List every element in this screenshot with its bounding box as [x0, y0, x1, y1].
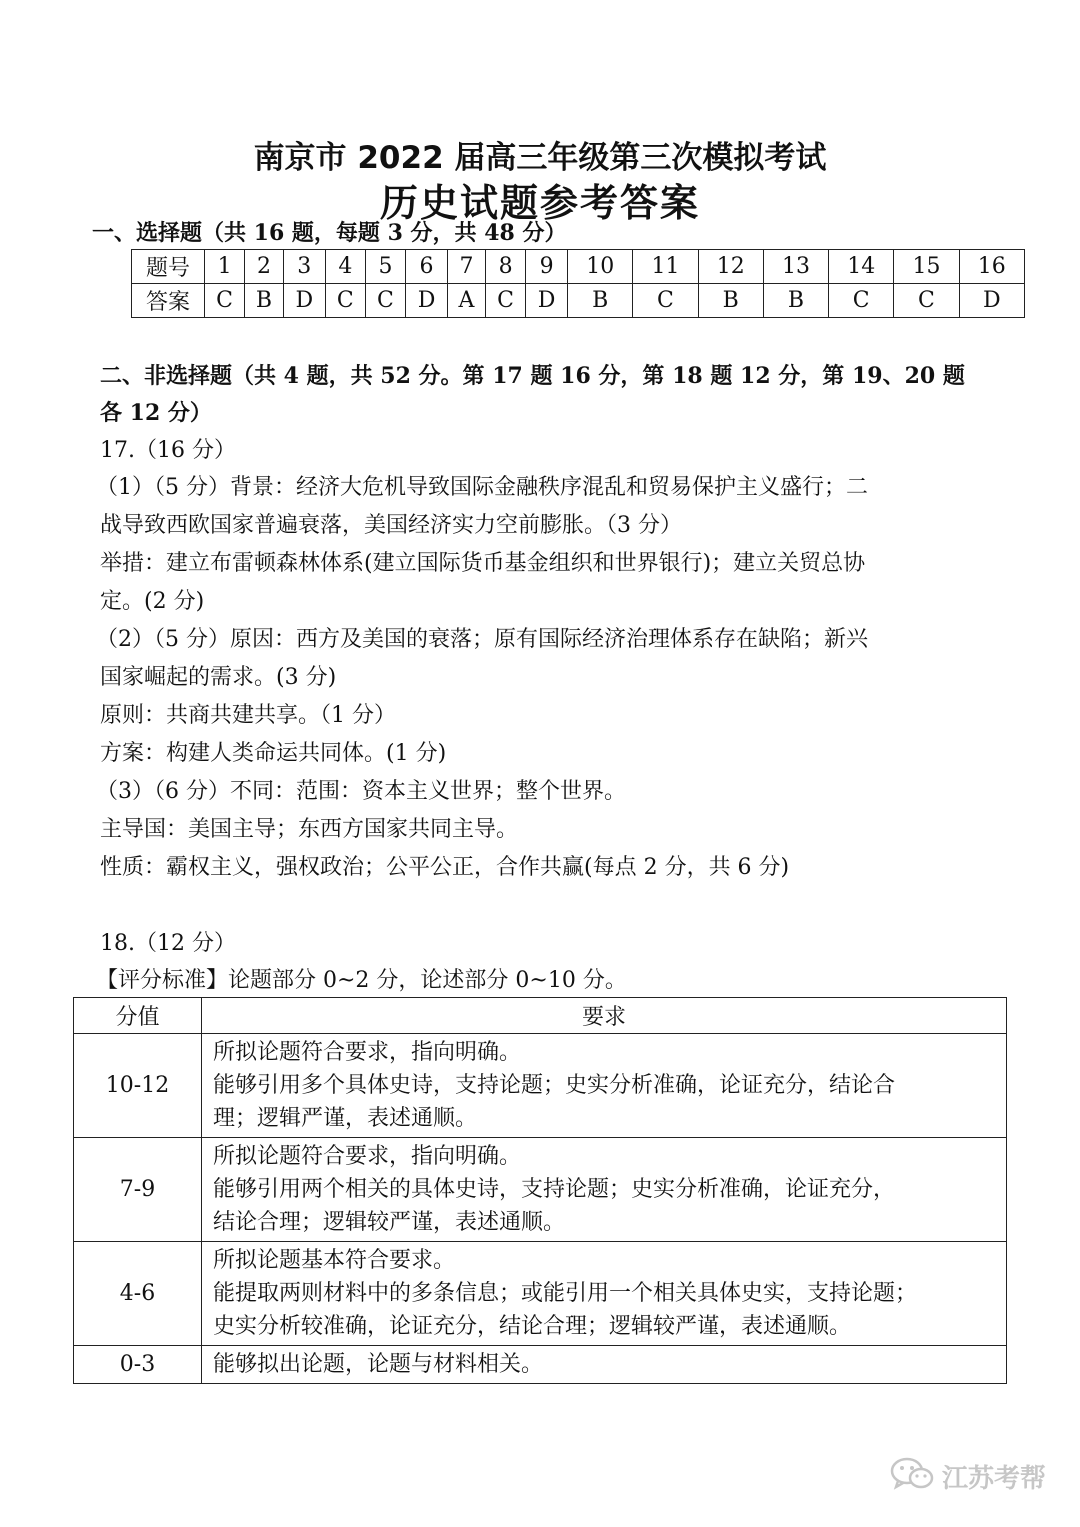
rubric-row — [74, 1346, 1007, 1384]
rubric-line: 所拟论题符合要求，指向明确。 — [213, 1144, 522, 1169]
answer-cell: C — [205, 284, 245, 318]
rubric-score: 0-3 — [74, 1346, 202, 1384]
question-number: 3 — [283, 250, 325, 284]
rubric-row — [74, 1034, 1007, 1138]
q17-line: 原则：共商共建共享。（1 分） — [100, 703, 396, 728]
q17-title: 17.（16 分） — [100, 438, 236, 463]
row-label-question: 题号 — [132, 250, 205, 284]
watermark-text: 江苏考帮 — [942, 1463, 1047, 1494]
rubric-line: 能够引用两个相关的具体史诗，支持论题；史实分析准确，论证充分， — [213, 1177, 896, 1202]
q17-line: 战导致西欧国家普遍衰落，美国经济实力空前膨胀。（3 分） — [100, 513, 682, 538]
q18-criteria: 【评分标准】论题部分 0~2 分，论述部分 0~10 分。 — [96, 968, 627, 993]
answer-cell: D — [526, 284, 568, 318]
answer-cell: D — [283, 284, 325, 318]
answer-cell: B — [245, 284, 284, 318]
question-number: 8 — [485, 250, 525, 284]
rubric-line: 能提取两则材料中的多条信息；或能引用一个相关具体史实，支持论题； — [213, 1281, 918, 1306]
q17-line: （2）（5 分）原因：西方及美国的衰落；原有国际经济治理体系存在缺陷；新兴 — [96, 627, 868, 652]
q17-line: 主导国：美国主导；东西方国家共同主导。 — [100, 817, 519, 842]
q17-line: 性质：霸权主义，强权政治；公平公正，合作共赢(每点 2 分，共 6 分) — [100, 855, 790, 880]
rubric-line: 结论合理；逻辑较严谨，表述通顺。 — [213, 1210, 566, 1235]
q17-line: （3）（6 分）不同：范围：资本主义世界；整个世界。 — [96, 779, 626, 804]
answer-row — [132, 284, 1025, 318]
question-number: 12 — [698, 250, 763, 284]
title-line2: 历史试题参考答案 — [379, 181, 700, 225]
q18-title: 18.（12 分） — [100, 931, 236, 956]
answer-cell: C — [325, 284, 365, 318]
question-number: 13 — [763, 250, 828, 284]
section2-heading — [100, 358, 1000, 432]
title-line1: 南京市 2022 届高三年级第三次模拟考试 — [253, 140, 827, 176]
q17-line: （1）（5 分）背景：经济大危机导致国际金融秩序混乱和贸易保护主义盛行；二 — [96, 475, 868, 500]
rubric-requirement — [202, 1034, 1007, 1138]
rubric-score: 4-6 — [74, 1242, 202, 1346]
rubric-line: 所拟论题符合要求，指向明确。 — [213, 1040, 522, 1065]
rubric-line: 史实分析较准确，论证充分，结论合理；逻辑较严谨，表述通顺。 — [213, 1314, 852, 1339]
answer-table — [131, 249, 1025, 318]
rubric-line: 所拟论题基本符合要求。 — [213, 1248, 456, 1273]
answer-cell: C — [633, 284, 698, 318]
rubric-line: 理；逻辑严谨，表述通顺。 — [213, 1106, 478, 1131]
answer-cell: D — [406, 284, 448, 318]
answer-cell: B — [698, 284, 763, 318]
question-number: 10 — [568, 250, 633, 284]
rubric-row — [74, 1138, 1007, 1242]
answer-cell: C — [365, 284, 405, 318]
question-number: 6 — [406, 250, 448, 284]
rubric-table — [73, 997, 1007, 1384]
rubric-line: 能够引用多个具体史诗，支持论题；史实分析准确，论证充分，结论合 — [213, 1073, 896, 1098]
question-number: 2 — [245, 250, 284, 284]
answer-cell: A — [447, 284, 485, 318]
rubric-requirement — [202, 1138, 1007, 1242]
rubric-line: 能够拟出论题，论题与材料相关。 — [213, 1352, 544, 1377]
question-number: 11 — [633, 250, 698, 284]
q17-line: 方案：构建人类命运共同体。(1 分) — [100, 741, 447, 766]
question-number: 7 — [447, 250, 485, 284]
question-number: 14 — [829, 250, 894, 284]
answer-cell: C — [894, 284, 959, 318]
wechat-icon — [890, 1456, 934, 1496]
answer-cell: C — [485, 284, 525, 318]
rubric-header-requirement: 要求 — [202, 998, 1007, 1034]
answer-cell: C — [829, 284, 894, 318]
q17-line: 举措：建立布雷顿森林体系(建立国际货币基金组织和世界银行)；建立关贸总协 — [100, 551, 866, 576]
section2-heading-line: 各 12 分） — [100, 400, 212, 426]
rubric-requirement — [202, 1242, 1007, 1346]
answer-cell: B — [568, 284, 633, 318]
rubric-score: 10-12 — [74, 1034, 202, 1138]
rubric-row — [74, 1242, 1007, 1346]
question-number: 16 — [959, 250, 1024, 284]
rubric-requirement — [202, 1346, 1007, 1384]
row-label-answer: 答案 — [132, 284, 205, 318]
q17-line: 定。(2 分) — [100, 589, 205, 614]
question-number: 15 — [894, 250, 959, 284]
question-number: 9 — [526, 250, 568, 284]
question-number: 5 — [365, 250, 405, 284]
rubric-score: 7-9 — [74, 1138, 202, 1242]
rubric-header-row — [74, 998, 1007, 1034]
watermark-logo — [890, 1456, 1046, 1496]
answer-cell: B — [763, 284, 828, 318]
question-number: 1 — [205, 250, 245, 284]
answer-cell: D — [959, 284, 1024, 318]
section2-heading-line: 二、非选择题（共 4 题，共 52 分。第 17 题 16 分，第 18 题 12 分，第 19、20 题 — [100, 363, 965, 389]
q17-line: 国家崛起的需求。(3 分) — [100, 665, 337, 690]
question-number-row — [132, 250, 1025, 284]
section1-heading: 一、选择题（共 16 题，每题 3 分，共 48 分） — [92, 220, 567, 246]
question-number: 4 — [325, 250, 365, 284]
rubric-header-score: 分值 — [74, 998, 202, 1034]
